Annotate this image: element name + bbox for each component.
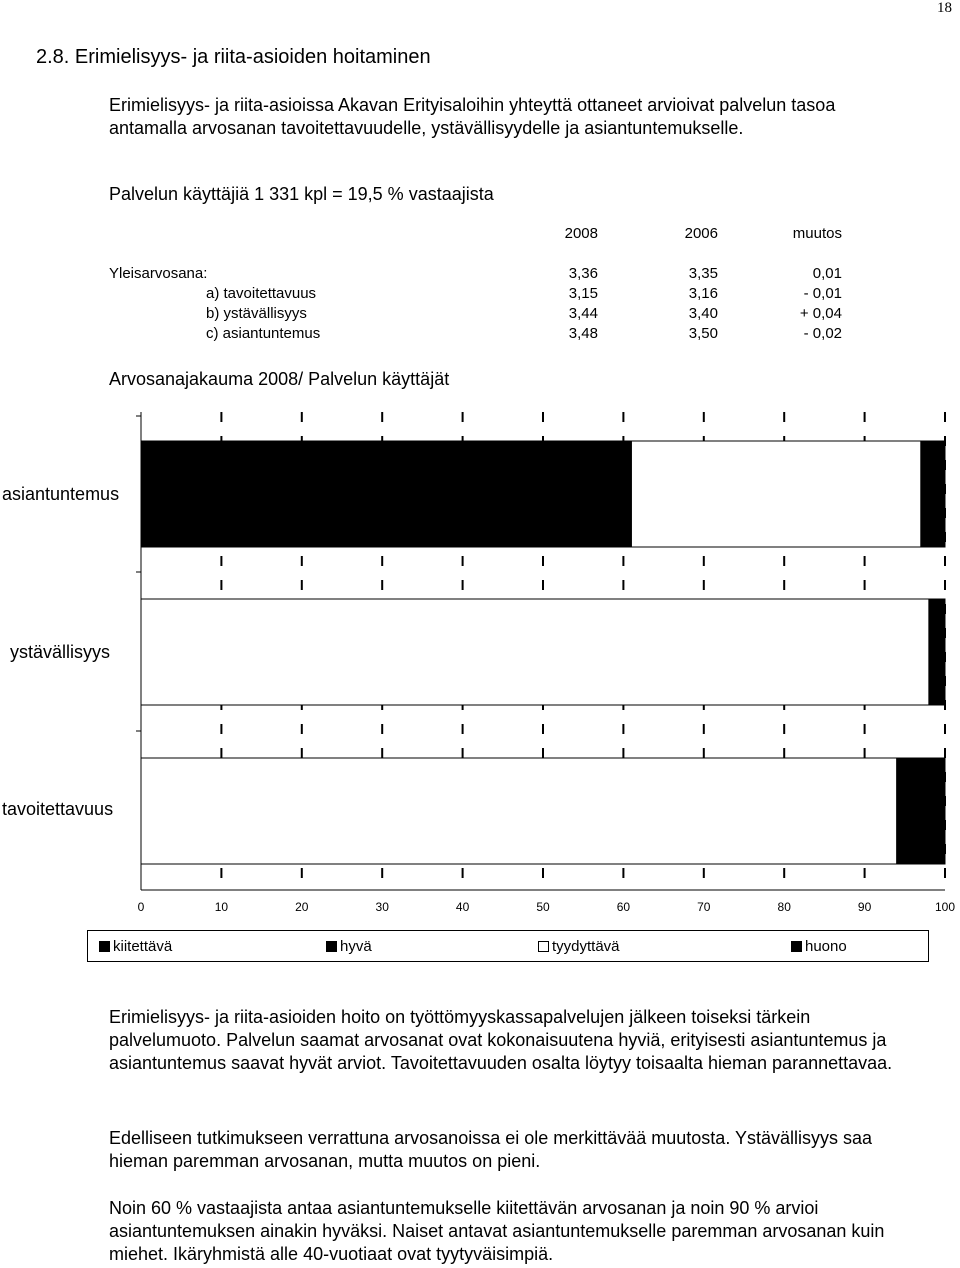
cell-2008-reachability: 3,15: [568, 285, 598, 302]
x-tick-label: 100: [934, 900, 956, 914]
cell-change-friendliness: + 0,04: [799, 305, 842, 322]
cell-2008-overall: 3,36: [568, 265, 598, 282]
cell-change-expertise: - 0,02: [803, 325, 842, 342]
legend-swatch: [791, 941, 802, 952]
row-label-expertise: c) asiantuntemus: [206, 325, 321, 342]
category-label-reachability: tavoitettavuus: [2, 799, 114, 819]
x-tick-label: 60: [616, 900, 631, 914]
bar-segment: [141, 599, 929, 705]
x-tick-label: 10: [214, 900, 229, 914]
cell-2006-reachability: 3,16: [688, 285, 718, 302]
header-change: muutos: [792, 225, 842, 242]
bar-segment: [921, 441, 945, 547]
x-tick-label: 40: [455, 900, 470, 914]
cell-2006-expertise: 3,50: [688, 325, 718, 342]
bar-segment: [631, 441, 920, 547]
row-label-reachability: a) tavoitettavuus: [206, 285, 317, 302]
row-label-overall: Yleisarvosana:: [109, 265, 208, 282]
legend-item-good: [326, 938, 372, 955]
x-tick-label: 90: [857, 900, 872, 914]
cell-change-overall: 0,01: [812, 265, 842, 282]
bar-segment: [897, 758, 945, 864]
legend-swatch: [538, 941, 549, 952]
bar-segment: [141, 441, 631, 547]
category-label-expertise: asiantuntemus: [2, 484, 120, 504]
bar-segment: [141, 758, 897, 864]
chart-legend: [87, 930, 929, 962]
legend-label: hyvä: [340, 938, 372, 955]
intro-paragraph: Erimielisyys- ja riita-asioissa Akavan Erityisaloihin yhteyttä ottaneet arvioivat palvelun tasoa antamalla arvosanan tavoitettavuudelle, ystävällisyydelle ja asiantuntemukselle.: [109, 95, 836, 138]
cell-change-reachability: - 0,01: [803, 285, 842, 302]
category-label-friendliness: ystävällisyys: [10, 642, 111, 662]
cell-2008-expertise: 3,48: [568, 325, 598, 342]
bar-segment: [929, 599, 945, 705]
header-2008: 2008: [564, 225, 598, 242]
legend-label: huono: [805, 938, 847, 955]
conclusion-paragraph-2: Edelliseen tutkimukseen verrattuna arvosanoissa ei ole merkittävää muutosta. Ystävällisyys saa hieman paremman arvosanan, mutta muutos on pieni.: [109, 1128, 873, 1171]
x-tick-label: 0: [137, 900, 145, 914]
x-tick-label: 70: [697, 900, 711, 914]
legend-swatch: [326, 941, 337, 952]
section-title: 2.8. Erimielisyys- ja riita-asioiden hoitaminen: [36, 46, 431, 68]
x-tick-label: 50: [536, 900, 550, 914]
legend-swatch: [99, 941, 110, 952]
legend-item-excellent: [99, 938, 172, 955]
legend-label: kiitettävä: [113, 938, 173, 955]
legend-item-satisfactory: [538, 938, 620, 955]
conclusion-paragraph-1: Erimielisyys- ja riita-asioiden hoito on työttömyyskassapalvelujen jälkeen toiseksi tärkein palvelumuoto. Palvelun saamat arvosanat ovat kokonaisuutena hyviä, erityisesti asiantuntemus ja asiantuntemus saavat hyvät arviot. Tavoitettavuuden osalta löytyy toisaalta hieman parannettavaa.: [109, 1007, 893, 1073]
cell-2006-overall: 3,35: [688, 265, 718, 282]
row-label-friendliness: b) ystävällisyys: [206, 305, 307, 322]
page-number: 18: [937, 0, 952, 16]
legend-item-poor: [791, 938, 847, 955]
distribution-title: Arvosanajakauma 2008/ Palvelun käyttäjät: [109, 369, 450, 389]
legend-label: tyydyttävä: [552, 938, 620, 955]
cell-2006-friendliness: 3,40: [688, 305, 718, 322]
distribution-chart: [0, 400, 960, 920]
x-tick-label: 30: [375, 900, 389, 914]
cell-2008-friendliness: 3,44: [568, 305, 598, 322]
header-2006: 2006: [684, 225, 718, 242]
x-tick-label: 80: [777, 900, 791, 914]
users-line: Palvelun käyttäjiä 1 331 kpl = 19,5 % vastaajista: [109, 184, 494, 204]
conclusion-paragraph-3: Noin 60 % vastaajista antaa asiantuntemukselle kiitettävän arvosanan ja noin 90 % arvioi asiantuntemuksen ainakin hyväksi. Naiset antavat asiantuntemukselle paremman arvosanan kuin miehet. Ikäryhmistä alle 40-vuotiaat ovat tyytyväisimpiä.: [109, 1198, 885, 1264]
x-tick-label: 20: [295, 900, 309, 914]
